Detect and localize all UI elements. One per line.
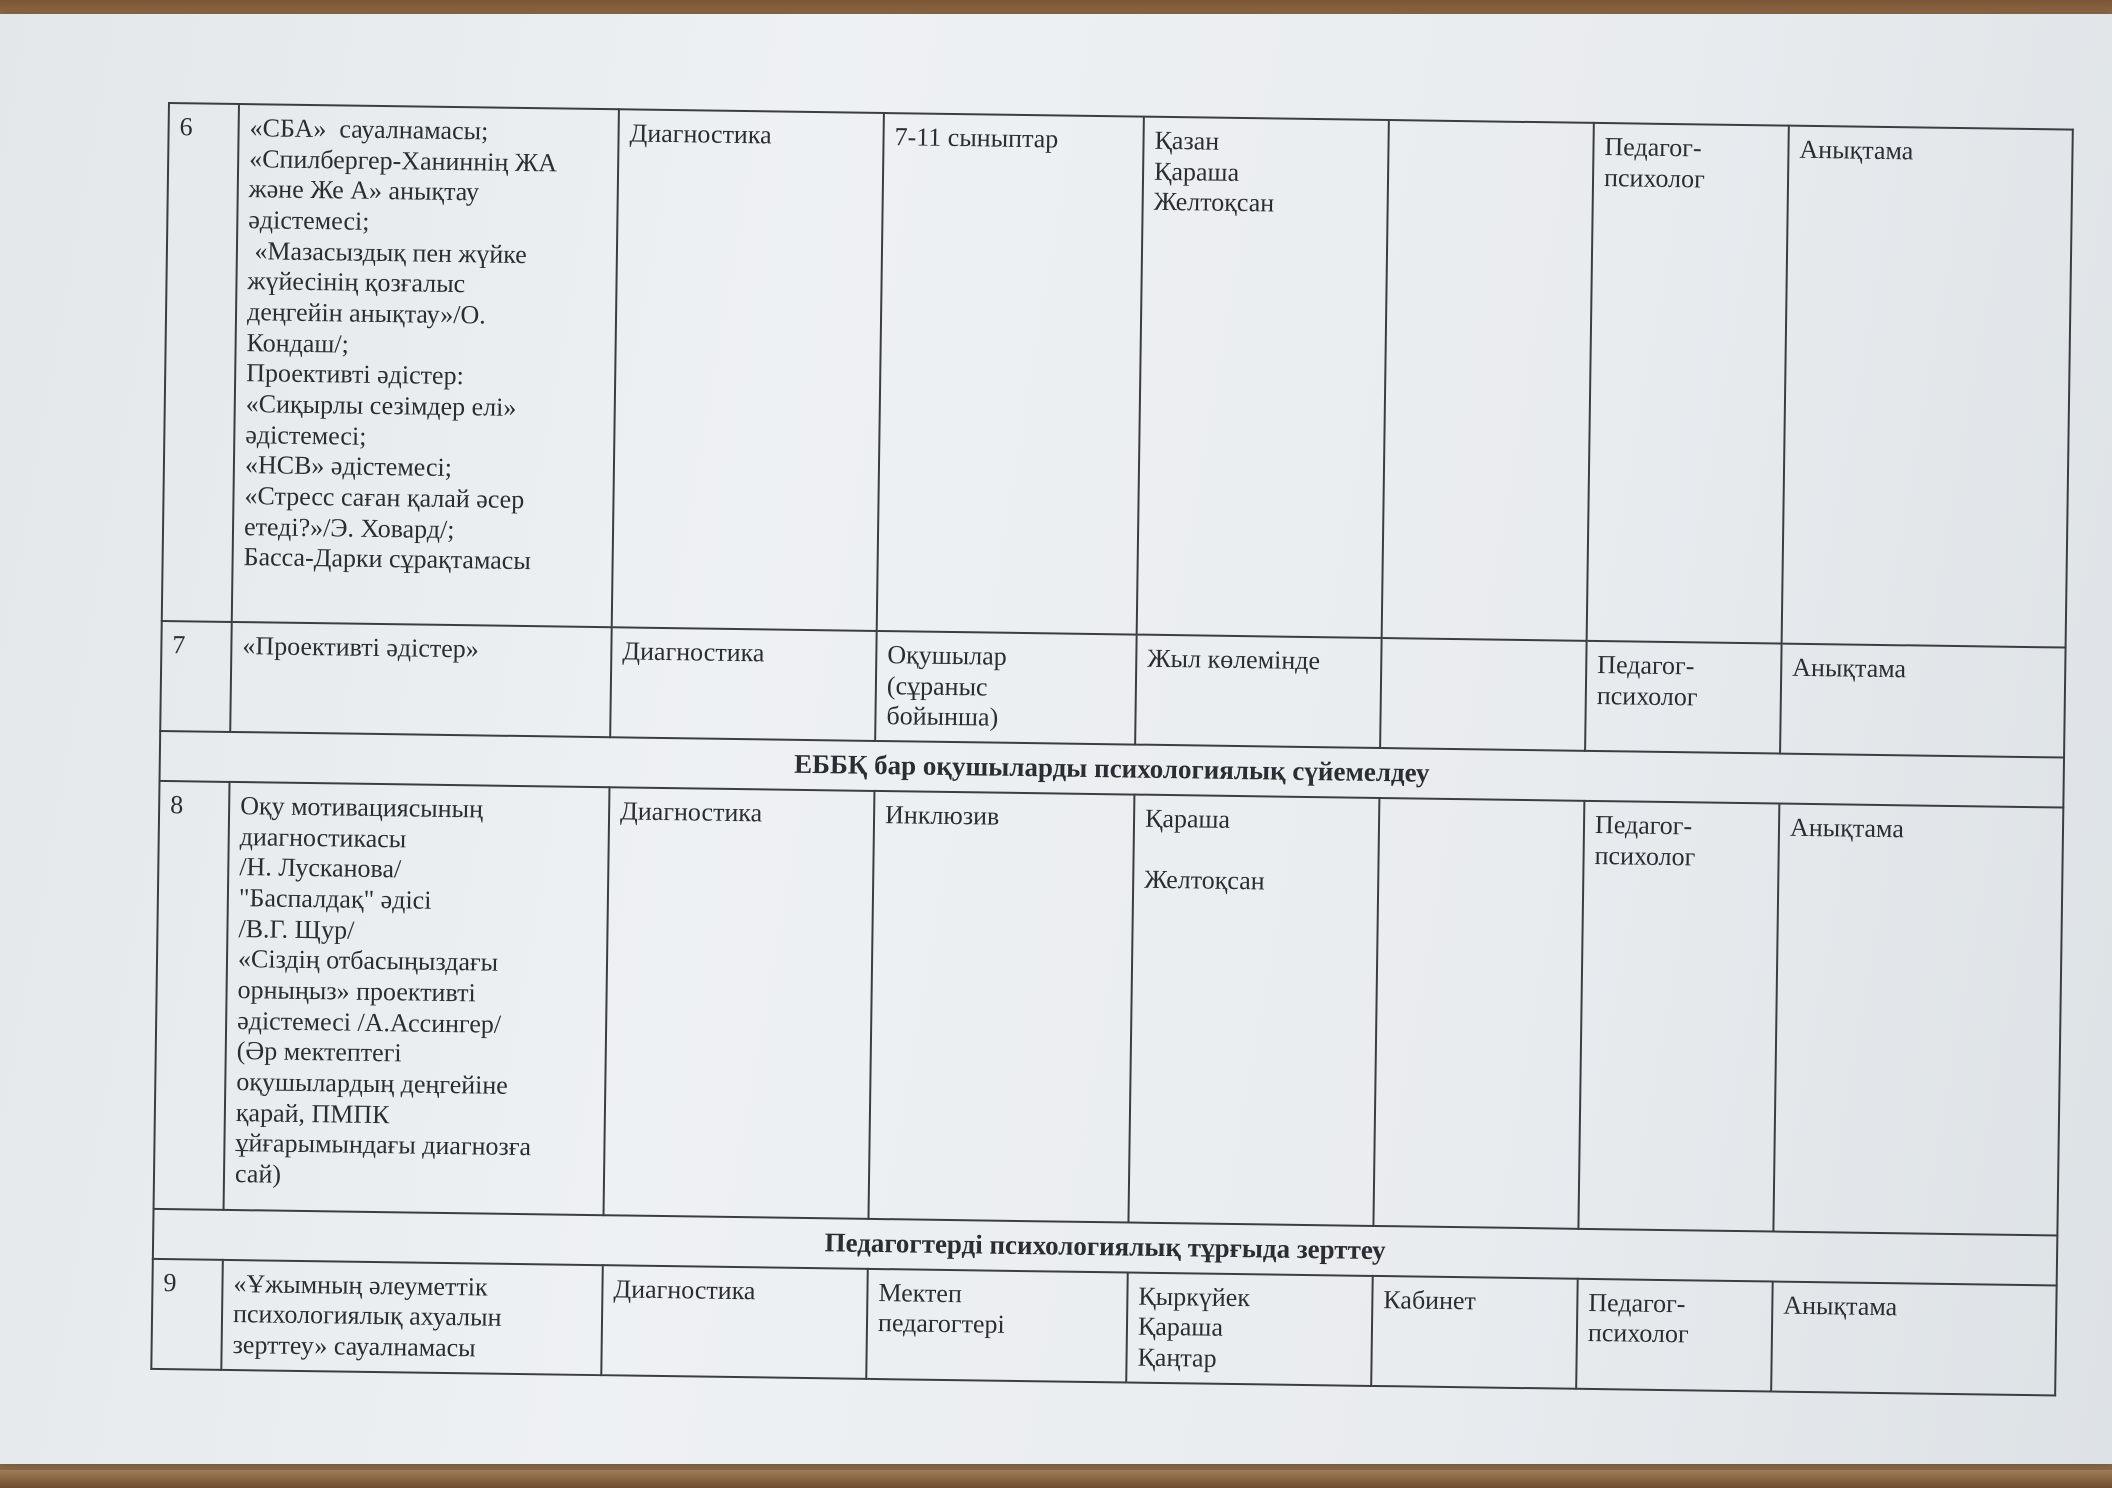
method-line: Кондаш/; bbox=[246, 327, 350, 359]
plan-table-wrapper bbox=[150, 102, 2072, 1396]
row-number: 6 bbox=[162, 103, 239, 622]
time-cell: Жыл көлемінде bbox=[1135, 635, 1382, 748]
method-line: Оқу мотивациясының bbox=[239, 790, 484, 824]
method-line: «Мазасыздық пен жүйке bbox=[247, 235, 528, 269]
method-line: жүйесінің қозғалыс bbox=[247, 266, 466, 299]
result-cell: Анықтама bbox=[1771, 1281, 2057, 1395]
paper-sheet bbox=[0, 14, 2112, 1464]
responsible-cell bbox=[1578, 801, 1779, 1232]
responsible-line: психолог bbox=[1587, 1318, 1689, 1349]
participants-cell bbox=[866, 1269, 1128, 1383]
time-line: Желтоқсан bbox=[1153, 187, 1275, 218]
participants-line: Мектеп bbox=[878, 1277, 963, 1308]
responsible-line: психолог bbox=[1603, 162, 1705, 194]
method-line: әдістемесі; bbox=[248, 205, 370, 236]
table-row bbox=[162, 103, 2073, 648]
method-line: «СБА» сауалнамасы; bbox=[249, 113, 489, 146]
method-cell bbox=[232, 104, 619, 627]
time-line: Қараша bbox=[1153, 156, 1240, 187]
place-cell bbox=[1382, 120, 1594, 641]
time-cell bbox=[1137, 117, 1389, 638]
method-line: орныңыз» проективті bbox=[237, 974, 476, 1008]
method-line: оқушылардың деңгейіне bbox=[236, 1066, 509, 1100]
work-plan-table bbox=[150, 102, 2074, 1396]
method-line: «Ұжымның әлеуметтік bbox=[233, 1268, 488, 1302]
time-line: Қаңтар bbox=[1137, 1342, 1217, 1373]
method-line: деңгейін анықтау»/О. bbox=[246, 297, 486, 330]
time-cell bbox=[1128, 794, 1379, 1225]
direction-cell: Диагностика bbox=[601, 1265, 868, 1379]
method-line: Басса-Дарки сұрақтамасы bbox=[243, 542, 531, 576]
method-line: және Же А» анықтау bbox=[248, 174, 480, 207]
participants-line: (сұраныс bbox=[886, 670, 988, 702]
method-line: зерттеу» сауалнамасы bbox=[232, 1330, 476, 1363]
method-line: сай) bbox=[234, 1158, 282, 1189]
method-line: психологиялық ахуалын bbox=[232, 1299, 502, 1333]
participants-cell: 7-11 сыныптар bbox=[877, 113, 1144, 635]
time-line: Қараша bbox=[1137, 1312, 1224, 1343]
direction-cell: Диагностика bbox=[612, 109, 884, 631]
participants-cell bbox=[875, 631, 1137, 745]
method-line: «Проективті әдістер» bbox=[242, 631, 479, 664]
responsible-line: Педагог- bbox=[1594, 809, 1693, 841]
method-line: әдістемесі; bbox=[245, 419, 367, 451]
time-spacer bbox=[1144, 834, 1367, 867]
participants-line: педагогтері bbox=[877, 1308, 1005, 1340]
responsible-line: Педагог- bbox=[1597, 650, 1695, 681]
time-line: Желтоқсан bbox=[1144, 864, 1265, 895]
result-cell: Анықтама bbox=[1773, 803, 2063, 1235]
row-number: 7 bbox=[160, 621, 232, 732]
time-line: Қыркүйек bbox=[1138, 1281, 1251, 1312]
result-cell: Анықтама bbox=[1780, 644, 2066, 758]
result-cell: Анықтама bbox=[1782, 126, 2073, 648]
method-cell bbox=[221, 1260, 602, 1375]
wood-surface-bottom bbox=[0, 1470, 2112, 1488]
participants-line: Оқушылар bbox=[887, 640, 1007, 671]
section-title: ЕББҚ бар оқушыларды психологиялық сүйемелдеу bbox=[160, 731, 2065, 807]
responsible-cell bbox=[1585, 641, 1782, 754]
method-line: (Әр мектептегі bbox=[236, 1036, 402, 1068]
responsible-line: психолог bbox=[1594, 840, 1696, 871]
method-line: етеді?»/Э. Ховард/; bbox=[243, 511, 455, 544]
method-line: ұйғарымындағы диагнозға bbox=[235, 1128, 532, 1162]
place-cell bbox=[1373, 798, 1584, 1229]
responsible-line: Педагог- bbox=[1604, 132, 1702, 163]
method-line: "Баспалдақ" әдісі bbox=[238, 882, 432, 915]
row-number: 8 bbox=[154, 781, 230, 1210]
section-title: Педагогтерді психологиялық тұрғыда зерттеу bbox=[153, 1209, 2058, 1285]
time-cell bbox=[1126, 1272, 1373, 1385]
participants-line: бойынша) bbox=[886, 701, 999, 732]
direction-cell: Диагностика bbox=[610, 627, 877, 741]
time-line: Қараша bbox=[1144, 803, 1231, 834]
method-cell bbox=[230, 622, 611, 737]
method-line: /В.Г. Щур/ bbox=[238, 913, 355, 945]
method-line: /Н. Лусканова/ bbox=[239, 852, 402, 884]
responsible-cell bbox=[1576, 1279, 1773, 1392]
row-number: 9 bbox=[151, 1259, 223, 1370]
responsible-cell bbox=[1587, 123, 1789, 644]
table-row bbox=[154, 781, 2064, 1236]
method-line: «Сіздің отбасыңыздағы bbox=[237, 944, 499, 977]
participants-cell: Инклюзив bbox=[868, 791, 1134, 1223]
method-line: қарай, ПМПК bbox=[235, 1097, 390, 1129]
method-line: «Сиқырлы сезімдер елі» bbox=[245, 389, 517, 422]
method-line: «Спилбергер-Ханиннің ЖА bbox=[249, 143, 558, 178]
method-cell bbox=[224, 782, 610, 1215]
direction-cell: Диагностика bbox=[604, 787, 875, 1219]
place-cell: Кабинет bbox=[1371, 1276, 1578, 1389]
responsible-line: Педагог- bbox=[1588, 1287, 1686, 1319]
responsible-line: психолог bbox=[1596, 680, 1698, 712]
place-cell bbox=[1380, 638, 1587, 751]
method-line: диагностикасы bbox=[239, 821, 407, 853]
method-line: Проективті әдістер: bbox=[246, 358, 464, 391]
time-line: Қазан bbox=[1154, 125, 1220, 156]
method-line: әдістемесі /А.Ассингер/ bbox=[236, 1005, 502, 1039]
method-line: «НСВ» әдістемесі; bbox=[244, 450, 453, 483]
method-line: «Стресс саған қалай әсер bbox=[244, 481, 525, 515]
